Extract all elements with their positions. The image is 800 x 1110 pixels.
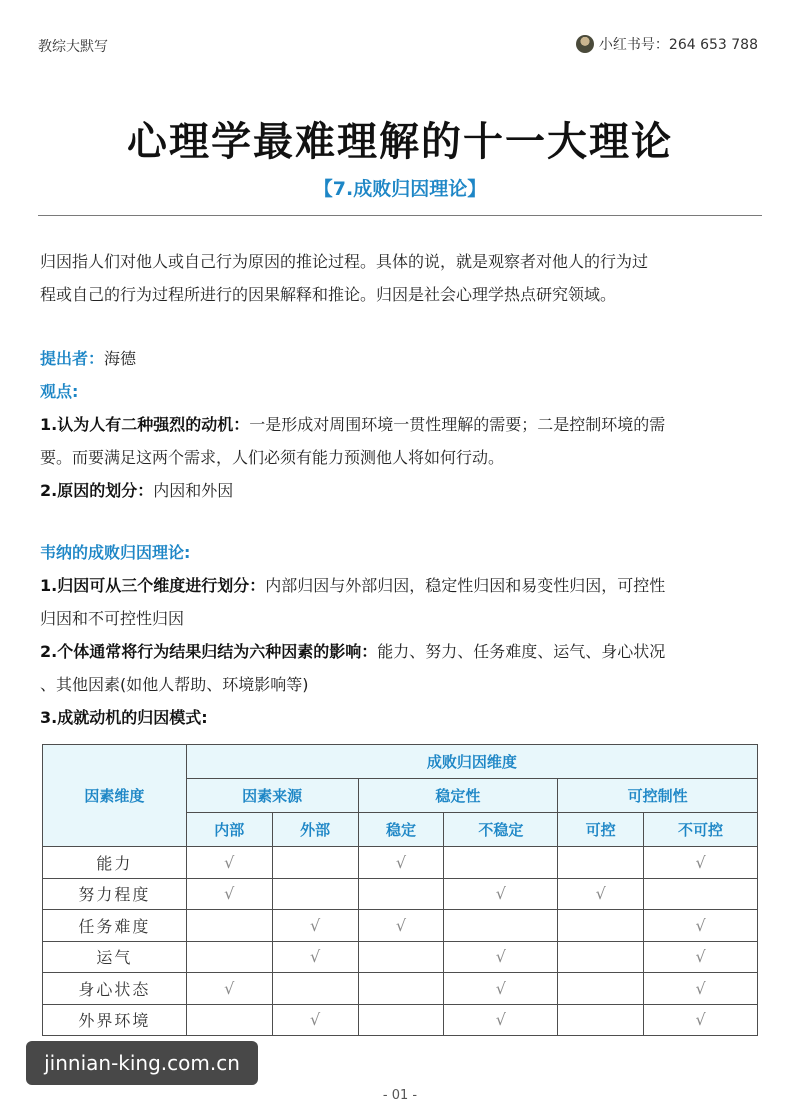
weiner-point-1-text-a: 内部归因与外部归因，稳定性归因和易变性归因，可控性 (265, 576, 666, 595)
dim-controllability-header: 可控制性 (558, 779, 758, 813)
check-mark-cell: √ (644, 973, 758, 1005)
check-mark-cell: √ (444, 973, 558, 1005)
check-mark-cell: √ (644, 910, 758, 942)
check-mark-cell: √ (444, 941, 558, 973)
viewpoint-point-2 (40, 474, 764, 507)
viewpoint-point-1 (40, 408, 764, 441)
row-factor-label: 运气 (43, 941, 187, 973)
sub-uncontrollable-header: 不可控 (644, 813, 758, 847)
xiaohongshu-id-text: 小红书号：264 653 788 (598, 37, 758, 53)
table-row (43, 1004, 758, 1036)
check-mark-cell: √ (644, 847, 758, 879)
table-row (43, 910, 758, 942)
proposer-value: 海德 (104, 349, 137, 368)
empty-cell (272, 878, 358, 910)
check-mark-cell: √ (644, 941, 758, 973)
empty-cell (558, 973, 644, 1005)
empty-cell (644, 878, 758, 910)
dim-locus-header: 因素来源 (186, 779, 358, 813)
check-mark-cell: √ (272, 910, 358, 942)
intro-paragraph (40, 245, 764, 311)
empty-cell (272, 973, 358, 1005)
check-mark-cell: √ (358, 910, 444, 942)
check-mark-cell: √ (444, 878, 558, 910)
weiner-point-2 (40, 635, 764, 668)
proposer-label: 提出者： (40, 349, 105, 368)
check-mark-cell: √ (186, 878, 272, 910)
check-mark-cell: √ (272, 941, 358, 973)
check-mark-cell: √ (644, 1004, 758, 1036)
empty-cell (444, 847, 558, 879)
xiaohongshu-id (576, 34, 758, 54)
empty-cell (186, 910, 272, 942)
empty-cell (186, 941, 272, 973)
title-divider (38, 215, 762, 216)
check-mark-cell: √ (358, 847, 444, 879)
page-title: 心理学最难理解的十一大理论 (127, 119, 673, 165)
viewpoint-point-1-text-b: 要。而要满足这两个需求，人们必须有能力预测他人将如何行动。 (40, 448, 505, 467)
check-mark-cell: √ (558, 878, 644, 910)
empty-cell (444, 910, 558, 942)
viewpoint-point-1-label: 1.认为人有二种强烈的动机： (40, 415, 250, 434)
viewpoint-section (40, 342, 764, 507)
weiner-point-3-label: 3.成就动机的归因模式: (40, 708, 208, 727)
page-subtitle: 【7.成败归因理论】 (313, 178, 487, 200)
table-row (43, 847, 758, 879)
page-number: - 01 - (382, 1088, 418, 1103)
proposer-line (40, 342, 764, 375)
empty-cell (558, 941, 644, 973)
intro-line-1: 归因指人们对他人或自己行为原因的推论过程。具体的说，就是观察者对他人的行为过 (40, 252, 649, 271)
weiner-heading: 韦纳的成败归因理论: (40, 543, 191, 562)
weiner-point-1 (40, 569, 764, 602)
watermark: jinnian-king.com.cn (26, 1041, 258, 1085)
check-mark-cell: √ (186, 847, 272, 879)
row-factor-label: 任务难度 (43, 910, 187, 942)
row-factor-label: 能力 (43, 847, 187, 879)
attribution-table (42, 744, 758, 1036)
check-mark-cell: √ (444, 1004, 558, 1036)
empty-cell (558, 847, 644, 879)
table-row (43, 941, 758, 973)
row-factor-label: 外界环境 (43, 1004, 187, 1036)
sub-stable-header: 稳定 (358, 813, 444, 847)
sub-internal-header: 内部 (186, 813, 272, 847)
weiner-point-1-label: 1.归因可从三个维度进行划分： (40, 576, 266, 595)
row-factor-label: 努力程度 (43, 878, 187, 910)
empty-cell (358, 1004, 444, 1036)
weiner-point-2-text-b: 、其他因素(如他人帮助、环境影响等) (40, 675, 309, 694)
table-row (43, 878, 758, 910)
sub-external-header: 外部 (272, 813, 358, 847)
factor-dimension-header: 因素维度 (43, 745, 187, 847)
weiner-point-1-text-b: 归因和不可控性归因 (40, 609, 185, 628)
empty-cell (272, 847, 358, 879)
viewpoint-heading: 观点: (40, 382, 79, 401)
attribution-dimension-header: 成败归因维度 (186, 745, 757, 779)
empty-cell (558, 1004, 644, 1036)
empty-cell (186, 1004, 272, 1036)
viewpoint-point-1-text-a: 一是形成对周围环境一贯性理解的需要；二是控制环境的需 (249, 415, 666, 434)
avatar-icon (576, 35, 594, 53)
empty-cell (358, 878, 444, 910)
check-mark-cell: √ (272, 1004, 358, 1036)
empty-cell (358, 941, 444, 973)
table-row (43, 973, 758, 1005)
sub-unstable-header: 不稳定 (444, 813, 558, 847)
row-factor-label: 身心状态 (43, 973, 187, 1005)
viewpoint-point-2-label: 2.原因的划分： (40, 481, 154, 500)
empty-cell (558, 910, 644, 942)
sub-controllable-header: 可控 (558, 813, 644, 847)
weiner-section (40, 536, 764, 734)
account-name: 教综大默写 (38, 39, 108, 55)
dim-stability-header: 稳定性 (358, 779, 558, 813)
viewpoint-point-2-text: 内因和外因 (153, 481, 234, 500)
intro-line-2: 程或自己的行为过程所进行的因果解释和推论。归因是社会心理学热点研究领域。 (40, 285, 617, 304)
weiner-point-2-text-a: 能力、努力、任务难度、运气、身心状况 (377, 642, 666, 661)
check-mark-cell: √ (186, 973, 272, 1005)
empty-cell (358, 973, 444, 1005)
weiner-point-2-label: 2.个体通常将行为结果归结为六种因素的影响： (40, 642, 378, 661)
